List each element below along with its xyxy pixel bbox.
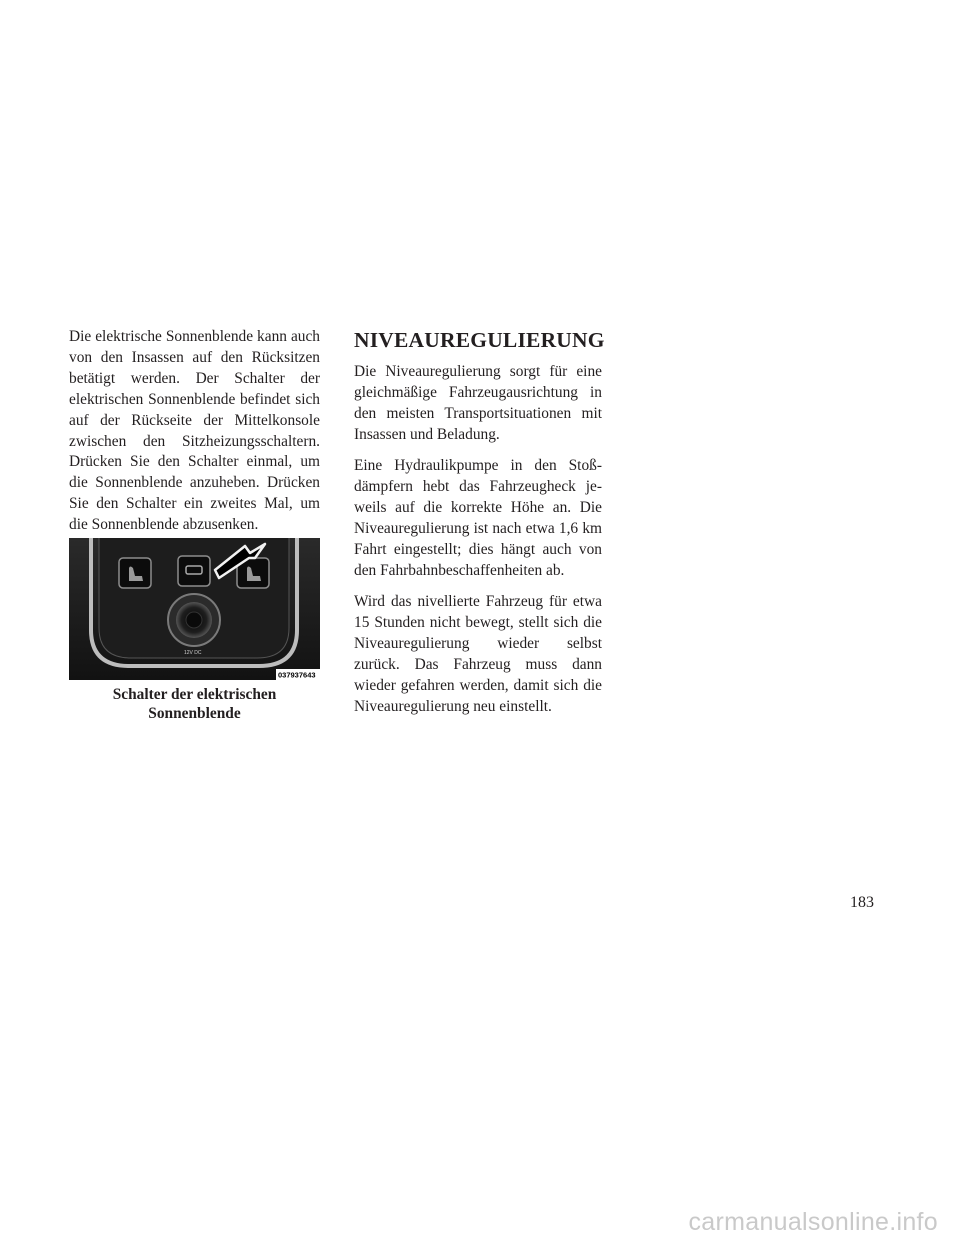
- image-code: 037937643: [278, 670, 316, 680]
- watermark-text: carmanualsonline.info: [688, 1208, 938, 1236]
- leveling-paragraph-1: Die Niveauregulierung sorgt für eine gleichmäßige Fahrzeugausrichtung in den meisten Transportsituationen mit Insassen und Beladung.: [354, 363, 602, 443]
- left-column: [69, 327, 320, 536]
- section-heading: NIVEAUREGULIERUNG: [354, 328, 605, 352]
- socket-label: 12V DC: [184, 650, 202, 656]
- sunshade-rear-paragraph: Die elektrische Sonnenblende kann auch von den Insassen auf den Rücksitzen betätigt werden. Der Schalter der elektrischen Sonnenblende befindet sich auf der Rückseite der Mittelkonsole zwischen den Sitzheizungsschaltern. Drücken Sie den Schalter einmal, um die Sonnenblende anzuheben. Drücken Sie den Schalter ein zweites Mal, um die Sonnenblende abzusenken.: [69, 328, 320, 534]
- console-photo-illustration: [69, 538, 320, 680]
- right-column: [354, 327, 605, 718]
- figure-caption: [69, 685, 320, 723]
- page-number: 183: [850, 894, 874, 911]
- leveling-paragraph-3: Wird das nivellierte Fahrzeug für etwa 15 Stunden nicht bewegt, stellt sich die Niveauregulierung wieder selbst zurück. Das Fahrzeug muss dann wieder gefahren werden, damit sich die Niveauregulierung neu einstellt.: [354, 593, 602, 715]
- caption-line-1: Schalter der elektrischen: [112, 686, 277, 703]
- leveling-paragraph-2: Eine Hydraulikpumpe in den Stoßdämpfern hebt das Fahrzeugheck jeweils auf die korrekte Höhe an. Die Niveauregulierung ist nach etwa 1,6 km Fahrt eingestellt; dies hängt auch von den Fahrbahnbeschaffenheiten ab.: [354, 457, 602, 579]
- sunshade-switch-photo: [69, 538, 320, 680]
- caption-line-2: Sonnenblende: [148, 705, 241, 722]
